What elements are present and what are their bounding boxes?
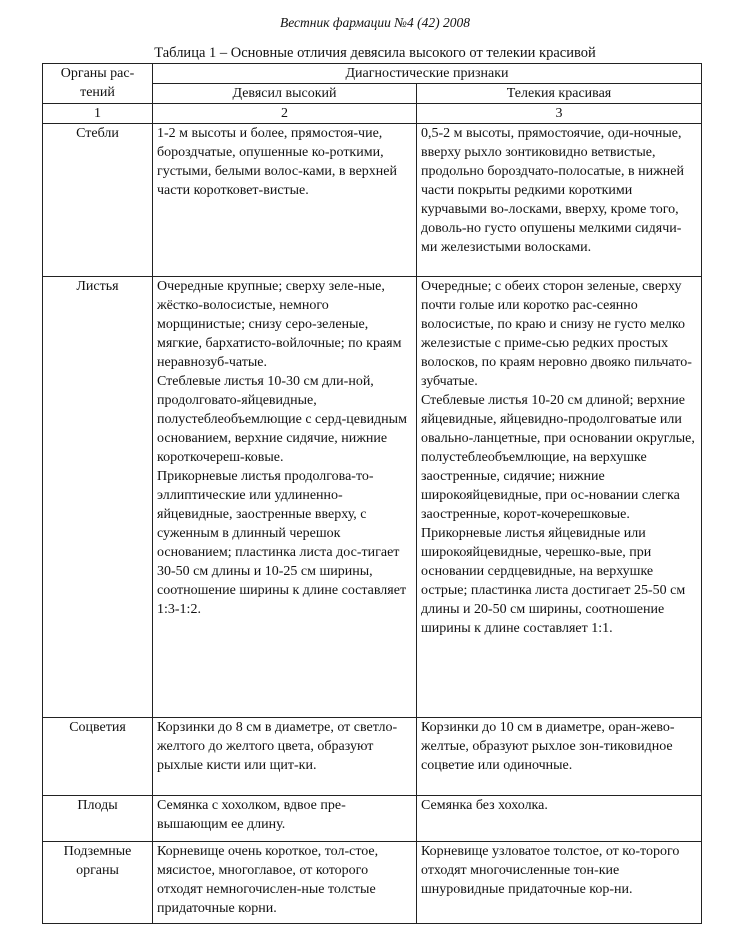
organ-label: Стебли	[43, 124, 153, 277]
table-caption: Таблица 1 – Основные отличия девясила высокого от телекии красивой	[154, 45, 596, 61]
header-inula: Девясил высокий	[153, 84, 417, 104]
telekia-description: Семянка без хохолка.	[417, 796, 702, 842]
column-number: 2	[153, 104, 417, 124]
header-diagnostic: Диагностические признаки	[153, 64, 702, 84]
journal-header: Вестник фармации №4 (42) 2008	[279, 15, 471, 30]
inula-description: Корзинки до 8 см в диаметре, от светло-желтого до желтого цвета, образуют рыхлые кисти или щит-ки.	[153, 718, 417, 796]
table-row	[43, 842, 702, 924]
header-organs: Органы рас-тений	[43, 64, 153, 104]
telekia-description: Очередные; с обеих сторон зеленые, сверху почти голые или коротко рас-сеянно волосистые, по краю и снизу не густо мелко железистые с приме-сью редких простых волосков, по краям неровно двояко пильчато-зубчатые. Стеблевые листья 10-20 см длиной; верхние яйцевидные, яйцевидно-продолговатые или овально-ланцетные, при основании округлые, полустеблеобъемлющие, на верхушке заостренные, сидячие; нижние широкояйцевидные, при ос-новании слегка заостренные, корот-кочерешковые. Прикорневые листья яйцевидные или широкояйцевидные, черешко-вые, при основании сердцевидные, на верхушке острые; пластинка листа достигает 25-50 см длины и 20-50 см ширины, соотношение ширины к длине составляет 1:1.	[417, 277, 702, 718]
inula-description: Очередные крупные; сверху зеле-ные, жёстко-волосистые, немного морщинистые; снизу серо-зеленые, мягкие, бархатисто-войлочные; по краям неравнозуб-чатые. Стеблевые листья 10-30 см дли-ной, продолговато-яйцевидные, полустеблеобъемлющие с серд-цевидным основанием, верхние сидячие, нижние короткочереш-ковые. Прикорневые листья продолгова-то-эллиптические или удлиненно-яйцевидные, заостренные вверху, с суженным в длинный черешок основанием; пластинка листа дос-тигает 30-50 см длины и 10-25 см ширины, соотношение ширины к длине составляет 1:3-1:2.	[153, 277, 417, 718]
telekia-description: Корневище узловатое толстое, от ко-торого отходят многочисленные тон-кие шнуровидные придаточные кор-ни.	[417, 842, 702, 924]
telekia-description: Корзинки до 10 см в диаметре, оран-жево-желтые, образуют рыхлое зон-тиковидное соцветие или одиночные.	[417, 718, 702, 796]
organ-label: Подземные органы	[43, 842, 153, 924]
inula-description: Семянка с хохолком, вдвое пре-вышающим ее длину.	[153, 796, 417, 842]
inula-description: 1-2 м высоты и более, прямостоя-чие, бороздчатые, опушенные ко-роткими, густыми, белыми волос-ками, в верхней части коротковет-вистые.	[153, 124, 417, 277]
table-row	[43, 277, 702, 718]
column-number: 3	[417, 104, 702, 124]
column-number: 1	[43, 104, 153, 124]
table-row	[43, 124, 702, 277]
comparison-table	[42, 63, 702, 924]
organ-label: Листья	[43, 277, 153, 718]
telekia-description: 0,5-2 м высоты, прямостоячие, оди-ночные, вверху рыхло зонтиковидно ветвистые, продольно бороздчато-полосатые, в нижней части покрыты редкими короткими курчавыми во-лосками, вверху, кроме того, доволь-но густо опушены мелкими сидячи-ми железистыми волосками.	[417, 124, 702, 277]
header-telekia: Телекия красивая	[417, 84, 702, 104]
table-row	[43, 718, 702, 796]
organ-label: Плоды	[43, 796, 153, 842]
inula-description: Корневище очень короткое, тол-стое, мясистое, многоглавое, от которого отходят немногочислен-ные толстые придаточные корни.	[153, 842, 417, 924]
table-row	[43, 796, 702, 842]
organ-label: Соцветия	[43, 718, 153, 796]
